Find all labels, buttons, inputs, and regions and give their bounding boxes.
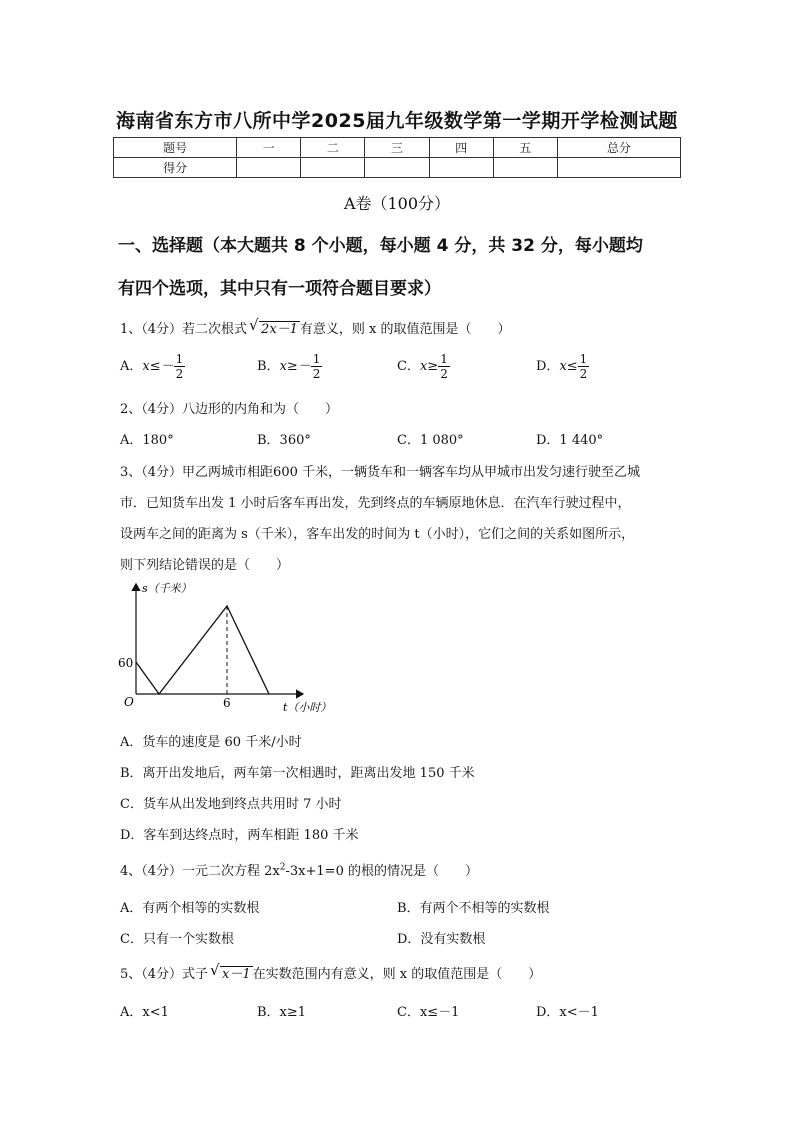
- score-table-cell: 三: [365, 138, 429, 158]
- fraction: [174, 352, 186, 381]
- score-cell-blank: [493, 158, 557, 178]
- score-cell-blank: [557, 158, 680, 178]
- question-1-option-c: [397, 352, 450, 381]
- question-5-option-d: D．x<－1: [536, 1005, 599, 1020]
- y-axis-label: s（千米）: [142, 582, 192, 595]
- option-letter: B．: [257, 359, 280, 374]
- score-cell-blank: [301, 158, 365, 178]
- question-5-prefix: 5、（4分）式子: [120, 967, 209, 982]
- fraction: [578, 352, 590, 381]
- fraction: [311, 352, 323, 381]
- question-1-option-b: [257, 352, 322, 381]
- question-4-suffix: -3x+1=0 的根的情况是（ ）: [285, 864, 478, 879]
- question-4-prefix: 4、（4分）一元二次方程 2x: [120, 864, 280, 879]
- question-2-option-b: B．360°: [257, 433, 311, 448]
- question-2-option-c: C．1 080°: [397, 433, 464, 448]
- score-table-score-row: [114, 158, 681, 178]
- distance-time-graph: [115, 578, 345, 720]
- score-table-cell: 四: [429, 138, 493, 158]
- question-4-option-c: C．只有一个实数根: [120, 932, 234, 947]
- question-1-prefix: 1、（4分）若二次根式: [120, 322, 248, 337]
- question-2-option-d: D．1 440°: [536, 433, 604, 448]
- origin-label: O: [124, 695, 134, 709]
- score-table-cell: 一: [237, 138, 301, 158]
- numerator: 1: [175, 352, 184, 366]
- option-letter: D．: [536, 359, 560, 374]
- square-root-expression: [210, 963, 253, 982]
- score-table-cell: 题号: [114, 138, 237, 158]
- question-5-option-b: B．x≥1: [257, 1005, 307, 1020]
- score-table-cell: 二: [301, 138, 365, 158]
- question-3-line1: 3、（4分）甲乙两城市相距600 千米，一辆货车和一辆客车均从甲城市出发匀速行驶至乙城: [120, 465, 640, 480]
- option-letter: A．: [120, 359, 143, 374]
- square-root-expression: [249, 318, 300, 337]
- volume-heading: A卷（100分）: [343, 194, 451, 213]
- denominator: 2: [175, 367, 184, 381]
- radicand: x－1: [222, 967, 251, 982]
- question-5-suffix: 在实数范围内有意义，则 x 的取值范围是（ ）: [252, 967, 542, 982]
- question-4-option-a: A．有两个相等的实数根: [120, 901, 260, 916]
- score-table-cell: 总分: [557, 138, 680, 158]
- question-3-option-b: B．离开出发地后，两车第一次相遇时，距离出发地 150 千米: [120, 766, 475, 781]
- numerator: 1: [440, 352, 448, 366]
- numerator: 1: [579, 352, 588, 366]
- score-table: [113, 137, 681, 178]
- question-3-option-a: A．货车的速度是 60 千米/小时: [120, 735, 302, 750]
- numerator: 1: [312, 352, 321, 366]
- section-heading-line1: 一、选择题（本大题共 8 个小题，每小题 4 分，共 32 分，每小题均: [118, 236, 643, 256]
- question-5-option-c: C．x≤－1: [397, 1005, 460, 1020]
- x-axis-label: t（小时）: [283, 701, 332, 714]
- option-letter: C．: [397, 359, 420, 374]
- question-1: [120, 318, 511, 337]
- y-tick-label: 60: [118, 656, 134, 670]
- score-cell-blank: [429, 158, 493, 178]
- question-2: 2、（4分）八边形的内角和为（ ）: [120, 402, 339, 417]
- score-table-cell: 五: [493, 138, 557, 158]
- exponent: 2: [279, 862, 286, 873]
- option-relation: x≤－: [142, 359, 174, 374]
- question-4-option-b: B．有两个不相等的实数根: [397, 901, 550, 916]
- question-3-option-d: D．客车到达终点时，两车相距 180 千米: [120, 828, 359, 843]
- question-1-option-a: [120, 352, 185, 381]
- question-3-line4: 则下列结论错误的是（ ）: [120, 558, 290, 573]
- distance-line: [136, 606, 269, 694]
- question-1-suffix: 有意义，则 x 的取值范围是（ ）: [299, 322, 511, 337]
- score-cell-blank: [365, 158, 429, 178]
- option-relation: x≥: [419, 359, 439, 374]
- denominator: 2: [440, 367, 448, 381]
- option-relation: x≤: [559, 359, 578, 374]
- option-relation: x≥－: [279, 359, 311, 374]
- question-1-option-d: [536, 352, 589, 381]
- question-3-option-c: C．货车从出发地到终点共用时 7 小时: [120, 797, 342, 812]
- question-3-line2: 市．已知货车出发 1 小时后客车再出发，先到终点的车辆原地休息．在汽车行驶过程中，: [120, 496, 631, 511]
- question-5-option-a: A．x<1: [120, 1005, 169, 1020]
- question-4-option-d: D．没有实数根: [397, 932, 486, 947]
- question-4: [120, 860, 478, 879]
- x-tick-label: 6: [223, 696, 231, 710]
- score-table-header-row: [114, 138, 681, 158]
- fraction: [438, 352, 450, 381]
- question-5: [120, 963, 541, 982]
- score-table-cell: 得分: [114, 158, 237, 178]
- question-2-option-a: A．180°: [120, 433, 174, 448]
- score-cell-blank: [237, 158, 301, 178]
- question-3-line3: 设两车之间的距离为 s（千米），客车出发的时间为 t（小时），它们之间的关系如图所示，: [120, 527, 635, 542]
- page-title: 海南省东方市八所中学2025届九年级数学第一学期开学检测试题: [116, 110, 678, 132]
- section-heading-line2: 有四个选项，其中只有一项符合题目要求）: [118, 279, 441, 299]
- denominator: 2: [312, 367, 321, 381]
- denominator: 2: [579, 367, 588, 381]
- radicand: 2x－1: [261, 322, 298, 337]
